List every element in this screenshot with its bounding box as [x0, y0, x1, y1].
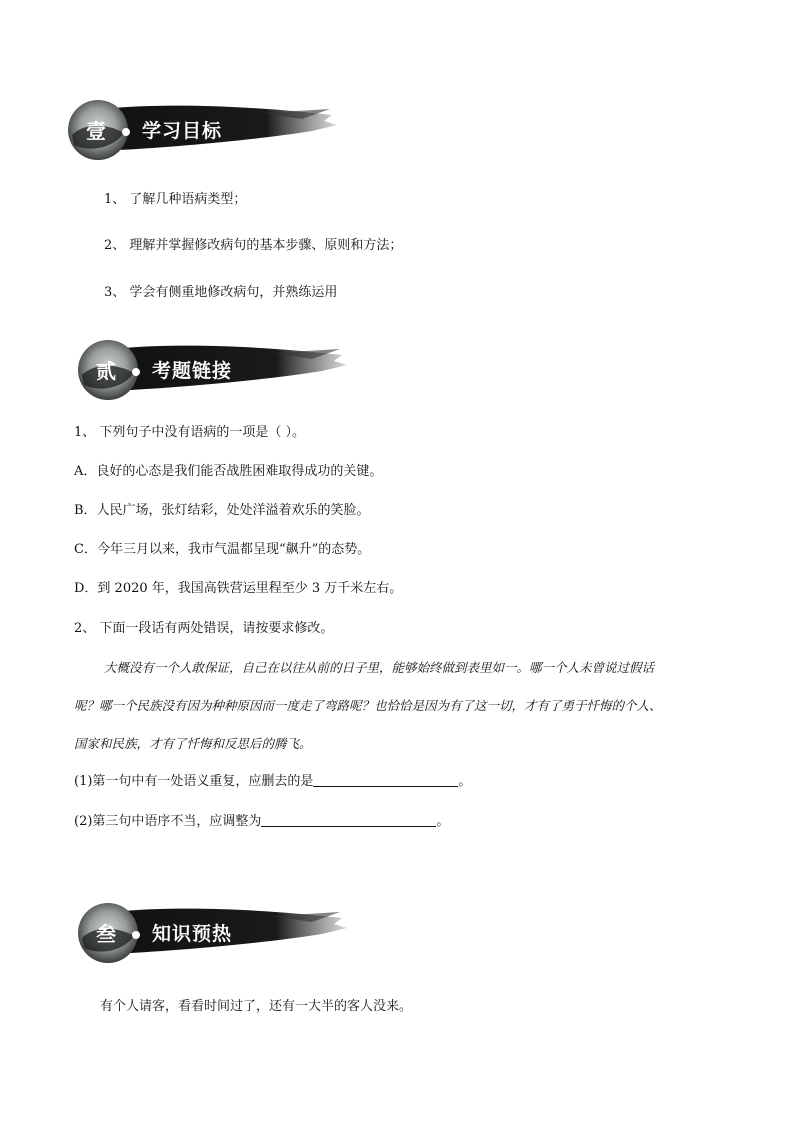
sub-question-end: 。 [436, 814, 450, 829]
section-banner-2 [72, 335, 352, 405]
passage-line: 大概没有一个人敢保证，自己在以往从前的日子里，能够始终做到表里如一。哪一个人未曾说过假话 [104, 660, 655, 675]
passage-line: 国家和民族，才有了忏悔和反思后的腾飞。 [74, 736, 312, 751]
section-banner-3 [72, 898, 352, 968]
sub-question-end: 。 [458, 774, 472, 789]
goal-item: 1、 了解几种语病类型； [104, 192, 247, 207]
section-number: 壹 [86, 119, 106, 143]
goal-item: 2、 理解并掌握修改病句的基本步骤、原则和方法； [104, 238, 403, 253]
goal-item: 3、 学会有侧重地修改病句，并熟练运用 [104, 285, 338, 300]
warmup-text: 有个人请客，看看时间过了，还有一大半的客人没来。 [100, 999, 413, 1014]
section-dot [132, 931, 140, 939]
section-banner-1 [62, 95, 342, 165]
section-title: 学习目标 [142, 120, 223, 142]
question-option: A．良好的心态是我们能否战胜困难取得成功的关键。 [74, 464, 383, 479]
question-stem: 2、 下面一段话有两处错误，请按要求修改。 [74, 621, 334, 636]
sub-question-text: (1)第一句中有一处语义重复，应删去的是 [74, 774, 314, 789]
section-number: 叁 [96, 922, 116, 946]
section-title: 考题链接 [152, 360, 233, 382]
section-dot [122, 128, 130, 136]
answer-blank-1[interactable] [313, 772, 458, 787]
section-number: 贰 [96, 359, 116, 383]
section-title: 知识预热 [152, 923, 233, 945]
question-stem: 1、 下列句子中没有语病的一项是（ ）。 [74, 425, 306, 440]
question-option: C．今年三月以来，我市气温都呈现“飙升”的态势。 [74, 542, 371, 557]
question-option: B．人民广场，张灯结彩，处处洋溢着欢乐的笑脸。 [74, 503, 370, 518]
section-dot [132, 368, 140, 376]
question-option: D．到 2020 年，我国高铁营运里程至少 3 万千米左右。 [74, 581, 403, 596]
sub-question-1 [74, 772, 471, 791]
sub-question-text: (2)第三句中语序不当，应调整为 [74, 814, 262, 829]
passage-line: 呢？哪一个民族没有因为种种原因而一度走了弯路呢？也恰恰是因为有了这一切，才有了勇于忏悔的个人、 [74, 698, 662, 713]
sub-question-2 [74, 812, 449, 831]
answer-blank-2[interactable] [261, 812, 436, 827]
